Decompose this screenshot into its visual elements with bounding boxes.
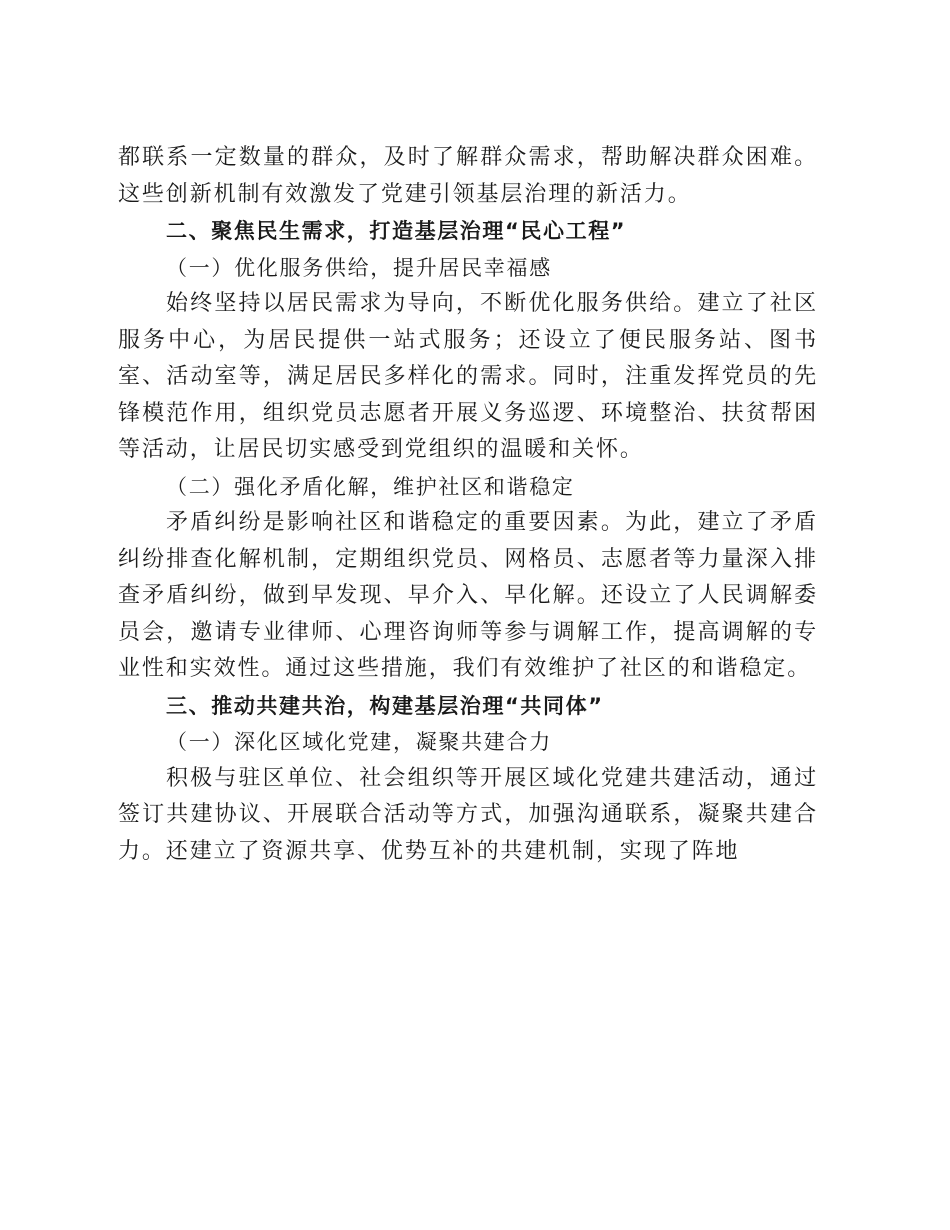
subsection-heading-regional-party-building: （一）深化区域化党建，凝聚共建合力 (166, 730, 552, 754)
subsection-heading-service-supply: （一）优化服务供给，提升居民幸福感 (166, 255, 552, 280)
section-heading-three: 三、推动共建共治，构建基层治理“共同体” (166, 693, 604, 718)
paragraph-conflict-resolution: 矛盾纠纷是影响社区和谐稳定的重要因素。为此，建立了矛盾纠纷排查化解机制，定期组织党员、网格员、志愿者等力量深入排查矛盾纠纷，做到早发现、早介入、早化解。还设立了人民调解委员会，邀请专业律师、心理咨询师等参与调解工作，提高调解的专业性和实效性。通过这些措施，我们有效维护了社区的和谐稳定。 (118, 510, 818, 681)
section-heading-two: 二、聚焦民生需求，打造基层治理“民心工程” (166, 219, 627, 243)
paragraph-service-supply: 始终坚持以居民需求为导向，不断优化服务供给。建立了社区服务中心，为居民提供一站式服务；还设立了便民服务站、图书室、活动室等，满足居民多样化的需求。同时，注重发挥党员的先锋模范作用，组织党员志愿者开展义务巡逻、环境整治、扶贫帮困等活动，让居民切实感受到党组织的温暖和关怀。 (118, 291, 818, 462)
paragraph-continued: 都联系一定数量的群众，及时了解群众需求，帮助解决群众困难。这些创新机制有效激发了党建引领基层治理的新活力。 (118, 145, 818, 207)
subsection-heading-conflict-resolution: （二）强化矛盾化解，维护社区和谐稳定 (166, 474, 575, 499)
document-body (118, 140, 818, 870)
paragraph-regional-party-building: 积极与驻区单位、社会组织等开展区域化党建共建活动，通过签订共建协议、开展联合活动等方式，加强沟通联系，凝聚共建合力。还建立了资源共享、优势互补的共建机制，实现了阵地 (118, 765, 818, 864)
